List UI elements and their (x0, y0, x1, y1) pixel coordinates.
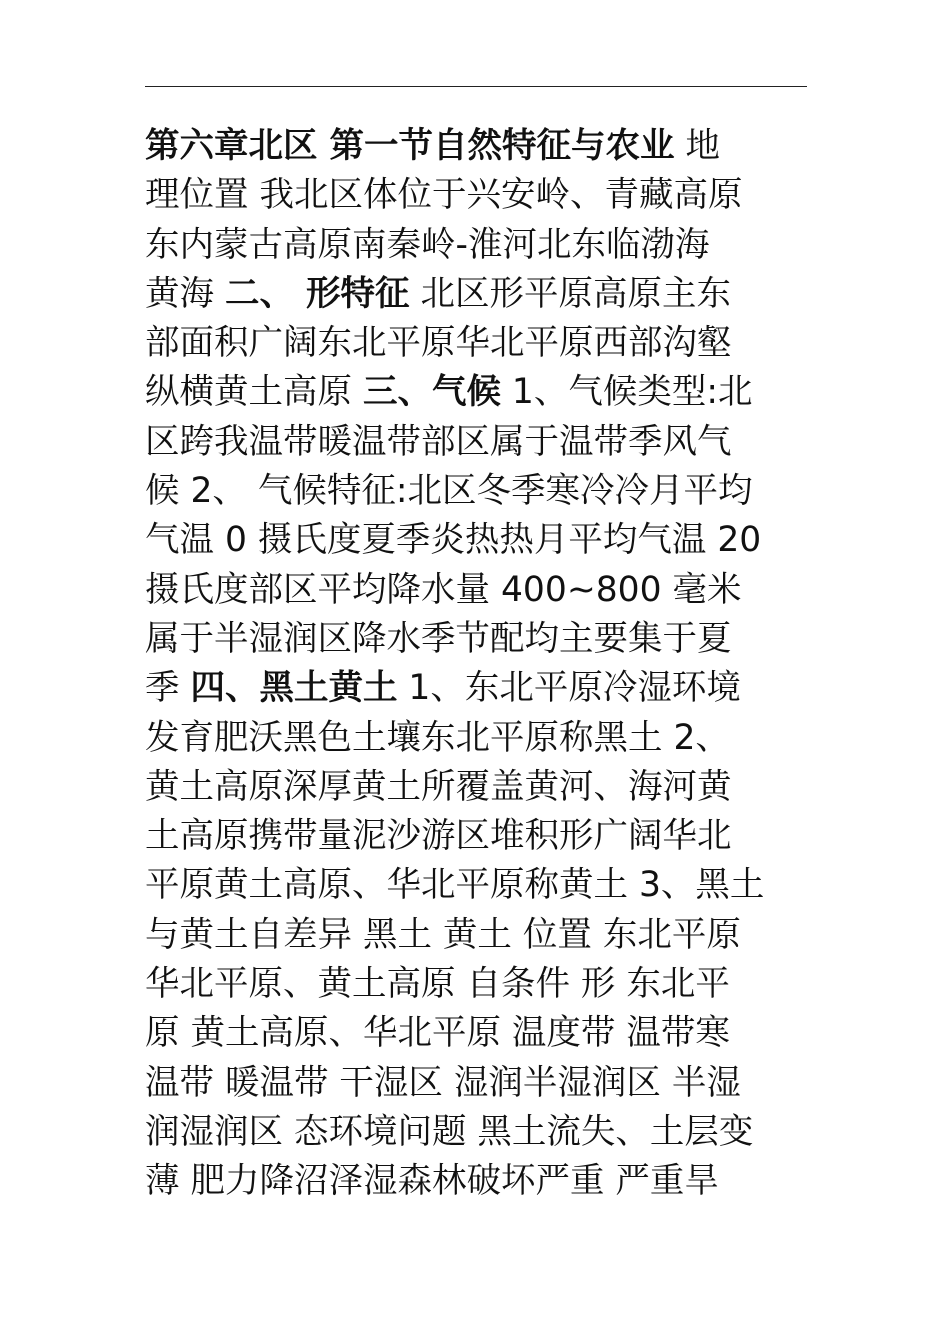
body-text: 候 2、 气候特征:北区冬季寒冷冷月平均 (145, 471, 753, 512)
text-line (145, 221, 807, 270)
body-text: 地 (674, 126, 720, 166)
body-text: 与黄土自差异 黑土 黄土 位置 东北平原 (145, 914, 741, 955)
body-text: 发育肥沃黑色土壤东北平原称黑土 2、 (145, 717, 730, 758)
body-text: 摄氏度部区平均降水量 400~800 毫米 (145, 569, 742, 610)
text-line (145, 1157, 807, 1206)
text-line (145, 171, 807, 220)
body-text: 土高原携带量泥沙游区堆积形广阔华北 (145, 816, 732, 857)
text-line (145, 319, 807, 368)
text-line (145, 1009, 807, 1058)
text-line (145, 566, 807, 615)
body-text: 部面积广阔东北平原华北平原西部沟壑 (145, 323, 732, 364)
body-text: 纵横黄土高原 (145, 372, 363, 413)
text-line (145, 763, 807, 812)
text-line (145, 714, 807, 763)
heading-text: 第六章北区 第一节自然特征与农业 (145, 126, 675, 166)
text-line (145, 664, 807, 713)
text-line (145, 368, 807, 417)
text-line (145, 516, 807, 565)
body-text: 原 黄土高原、华北平原 温度带 温带寒 (145, 1013, 730, 1054)
heading-text: 二、 形特征 (224, 273, 410, 314)
body-text: 黄海 (145, 273, 225, 314)
body-text: 华北平原、黄土高原 自条件 形 东北平 (145, 964, 730, 1005)
body-text: 润湿润区 态环境问题 黑土流失、土层变 (145, 1111, 754, 1152)
body-text: 属于半湿润区降水季节配均主要集于夏 (145, 618, 732, 659)
text-line (145, 1108, 807, 1157)
header-rule (145, 86, 807, 87)
text-line (145, 1059, 807, 1108)
text-line (145, 615, 807, 664)
text-line (145, 467, 807, 516)
body-text: 1、气候类型:北 (500, 372, 753, 413)
body-text: 薄 肥力降沼泽湿森林破坏严重 严重旱 (145, 1161, 719, 1202)
text-line (145, 911, 807, 960)
text-line (145, 270, 807, 319)
body-text: 黄土高原深厚黄土所覆盖黄河、海河黄 (145, 766, 732, 807)
body-text: 季 (145, 668, 191, 709)
text-line (145, 418, 807, 467)
body-text: 东内蒙古高原南秦岭-淮河北东临渤海 (145, 224, 710, 265)
body-text: 1、东北平原冷湿环境 (397, 668, 741, 709)
text-line (145, 861, 807, 910)
text-line (145, 812, 807, 861)
body-text: 理位置 我北区体位于兴安岭、青藏高原 (145, 175, 743, 216)
body-text: 北区形平原高原主东 (409, 273, 731, 314)
document-body (145, 122, 807, 1207)
text-line (145, 122, 807, 171)
body-text: 气温 0 摄氏度夏季炎热热月平均气温 20 (145, 520, 762, 561)
heading-text: 四、黑土黄土 (190, 668, 398, 709)
body-text: 平原黄土高原、华北平原称黄土 3、黑土 (145, 865, 765, 906)
body-text: 区跨我温带暖温带部区属于温带季风气 (145, 421, 732, 462)
heading-text: 三、气候 (362, 372, 501, 413)
body-text: 温带 暖温带 干湿区 湿润半湿润区 半湿 (145, 1062, 741, 1103)
text-line (145, 960, 807, 1009)
